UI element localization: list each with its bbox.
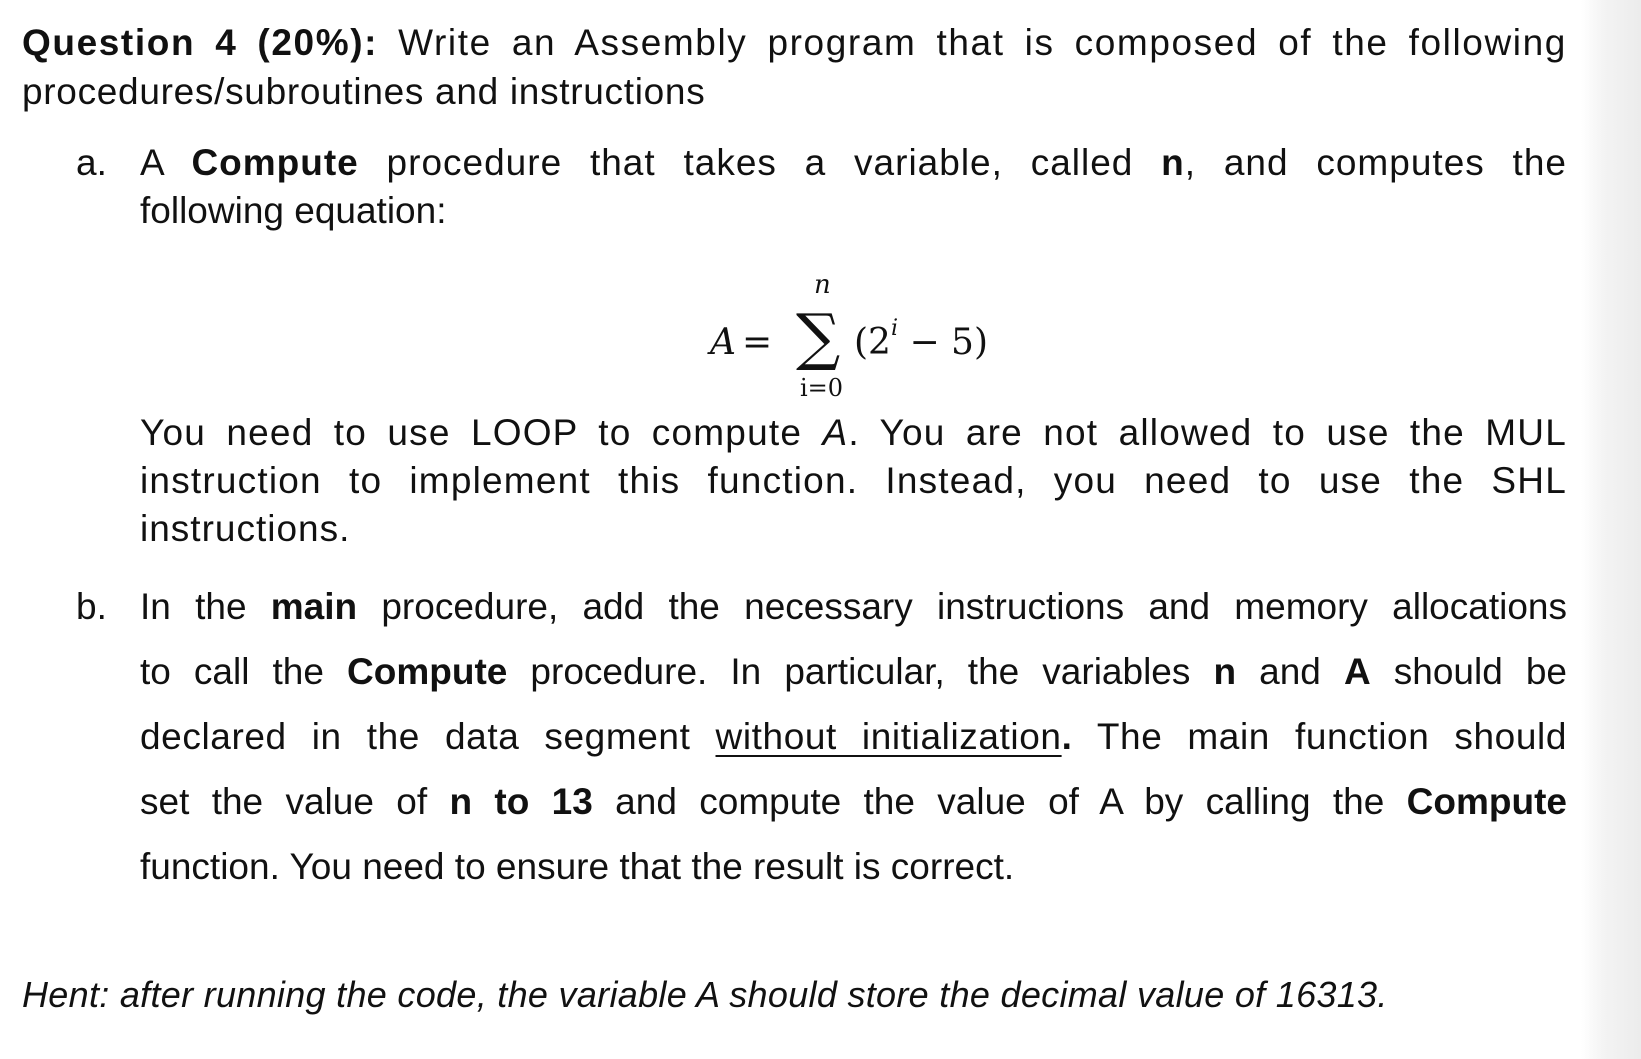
- sigma-symbol: ∑: [796, 300, 841, 373]
- part-a-line-2: following equation:: [140, 190, 447, 231]
- sum-body: $(2^i - 5)$: [854, 316, 988, 363]
- part-b-line-3: declared in the data segment without initialization. The main function should: [140, 716, 1568, 757]
- underlined-phrase: without initialization: [715, 716, 1062, 757]
- question-intro-1: Write an Assembly program that is composed of the following: [398, 22, 1567, 63]
- question-header-line: [22, 18, 1567, 68]
- question-intro-2: procedures/subroutines and instructions: [22, 71, 706, 112]
- part-b-line-2: to call the Compute procedure. In particular, the variables n and A should be: [140, 651, 1567, 692]
- part-a-marker: a.: [76, 142, 107, 183]
- part-a-para2-line-3: instructions.: [140, 508, 351, 549]
- part-b-line-4: set the value of n to 13 and compute the value of A by calling the Compute: [140, 781, 1567, 822]
- part-a-para2-line-1: You need to use LOOP to compute A. You are not allowed to use the MUL: [140, 412, 1567, 453]
- part-a-line-1: A Compute procedure that takes a variable, called n, and computes the: [140, 142, 1567, 183]
- part-b-line-1: In the main procedure, add the necessary instructions and memory allocations: [140, 586, 1567, 627]
- sum-upper-limit: n: [814, 270, 831, 300]
- equation-lhs: A: [710, 322, 736, 363]
- sum-lower-limit: i=0: [800, 374, 844, 402]
- question-label: Question 4 (20%):: [22, 22, 379, 63]
- summation-equation: [700, 270, 1020, 410]
- equation-equals: =: [742, 322, 773, 363]
- page-edge-shade: [1581, 0, 1641, 1059]
- part-b-line-5: function. You need to ensure that the result is correct.: [140, 846, 1015, 887]
- part-b-marker: b.: [76, 586, 107, 627]
- part-a-para2-line-2: instruction to implement this function. Instead, you need to use the SHL: [140, 460, 1567, 501]
- hint-note: Hent: after running the code, the variable A should store the decimal value of 16313.: [22, 974, 1388, 1015]
